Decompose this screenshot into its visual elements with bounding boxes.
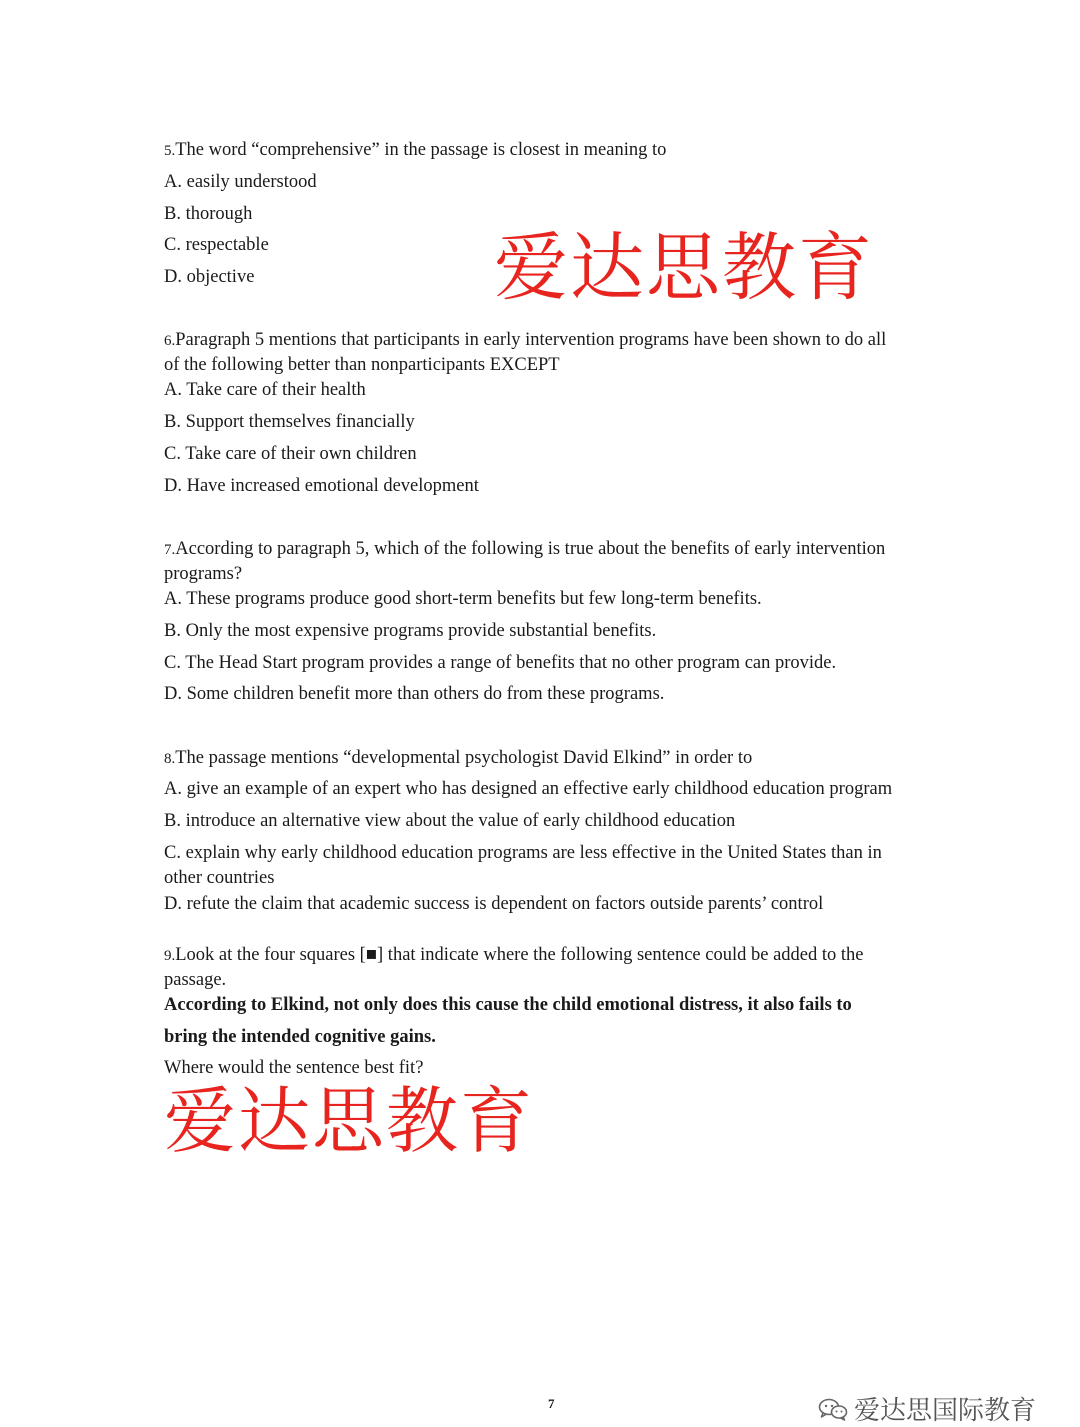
watermark-bottom: 爱达思教育 [164, 1079, 535, 1163]
insert-sentence-line-1: According to Elkind, not only does this cause the child emotional distress, it also fails to [164, 995, 852, 1015]
question-text: Look at the four squares [■] that indicate where the following sentence could be added to the [175, 945, 864, 965]
question-text: The word “comprehensive” in the passage is closest in meaning to [175, 140, 667, 160]
question-number: 7. [164, 542, 176, 558]
question-6-option-c: C. Take care of their own children [164, 444, 417, 464]
question-5-stem [164, 138, 666, 163]
question-8-option-c: C. explain why early childhood education programs are less effective in the United States than in [164, 843, 882, 863]
question-5-option-c: C. respectable [164, 235, 269, 255]
footer-brand [818, 1390, 1036, 1427]
question-7-option-d: D. Some children benefit more than others do from these programs. [164, 684, 665, 704]
question-text: The passage mentions “developmental psychologist David Elkind” in order to [175, 748, 753, 768]
question-5-option-d: D. objective [164, 267, 255, 287]
wechat-icon [818, 1397, 848, 1421]
question-6-stem [164, 328, 886, 353]
question-7-stem-line-2: programs? [164, 564, 243, 584]
question-number: 5. [164, 143, 176, 159]
question-9-stem-line-2: passage. [164, 970, 227, 990]
question-8-option-b: B. introduce an alternative view about the value of early childhood education [164, 811, 736, 831]
insert-sentence-line-2: bring the intended cognitive gains. [164, 1027, 436, 1047]
question-number: 6. [164, 333, 176, 349]
watermark-top: 爱达思教育 [494, 225, 874, 311]
question-9-stem [164, 943, 864, 968]
question-text: According to paragraph 5, which of the following is true about the benefits of early intervention [175, 539, 886, 559]
question-8-option-c-line-2: other countries [164, 868, 275, 888]
footer-brand-text: 爱达思国际教育 [854, 1396, 1037, 1426]
question-6-option-d: D. Have increased emotional development [164, 476, 479, 496]
question-5-option-b: B. thorough [164, 204, 253, 224]
question-8-option-a: A. give an example of an expert who has designed an effective early childhood education program [164, 779, 893, 799]
question-number: 9. [164, 948, 176, 964]
question-7-option-a: A. These programs produce good short-term benefits but few long-term benefits. [164, 589, 762, 609]
question-7-stem [164, 537, 885, 562]
question-8-option-d: D. refute the claim that academic success is dependent on factors outside parents’ control [164, 894, 824, 914]
question-text: Paragraph 5 mentions that participants in early intervention programs have been shown to do all [175, 330, 887, 350]
question-6-stem-line-2: of the following better than nonparticipants EXCEPT [164, 355, 560, 375]
question-6-option-a: A. Take care of their health [164, 380, 366, 400]
question-7-option-c: C. The Head Start program provides a range of benefits that no other program can provide. [164, 653, 837, 673]
page-number: 7 [548, 1396, 555, 1411]
question-6-option-b: B. Support themselves financially [164, 412, 415, 432]
question-number: 8. [164, 751, 176, 767]
question-9-prompt: Where would the sentence best fit? [164, 1058, 424, 1078]
question-5-option-a: A. easily understood [164, 172, 317, 192]
question-7-option-b: B. Only the most expensive programs provide substantial benefits. [164, 621, 657, 641]
question-8-stem [164, 746, 752, 771]
